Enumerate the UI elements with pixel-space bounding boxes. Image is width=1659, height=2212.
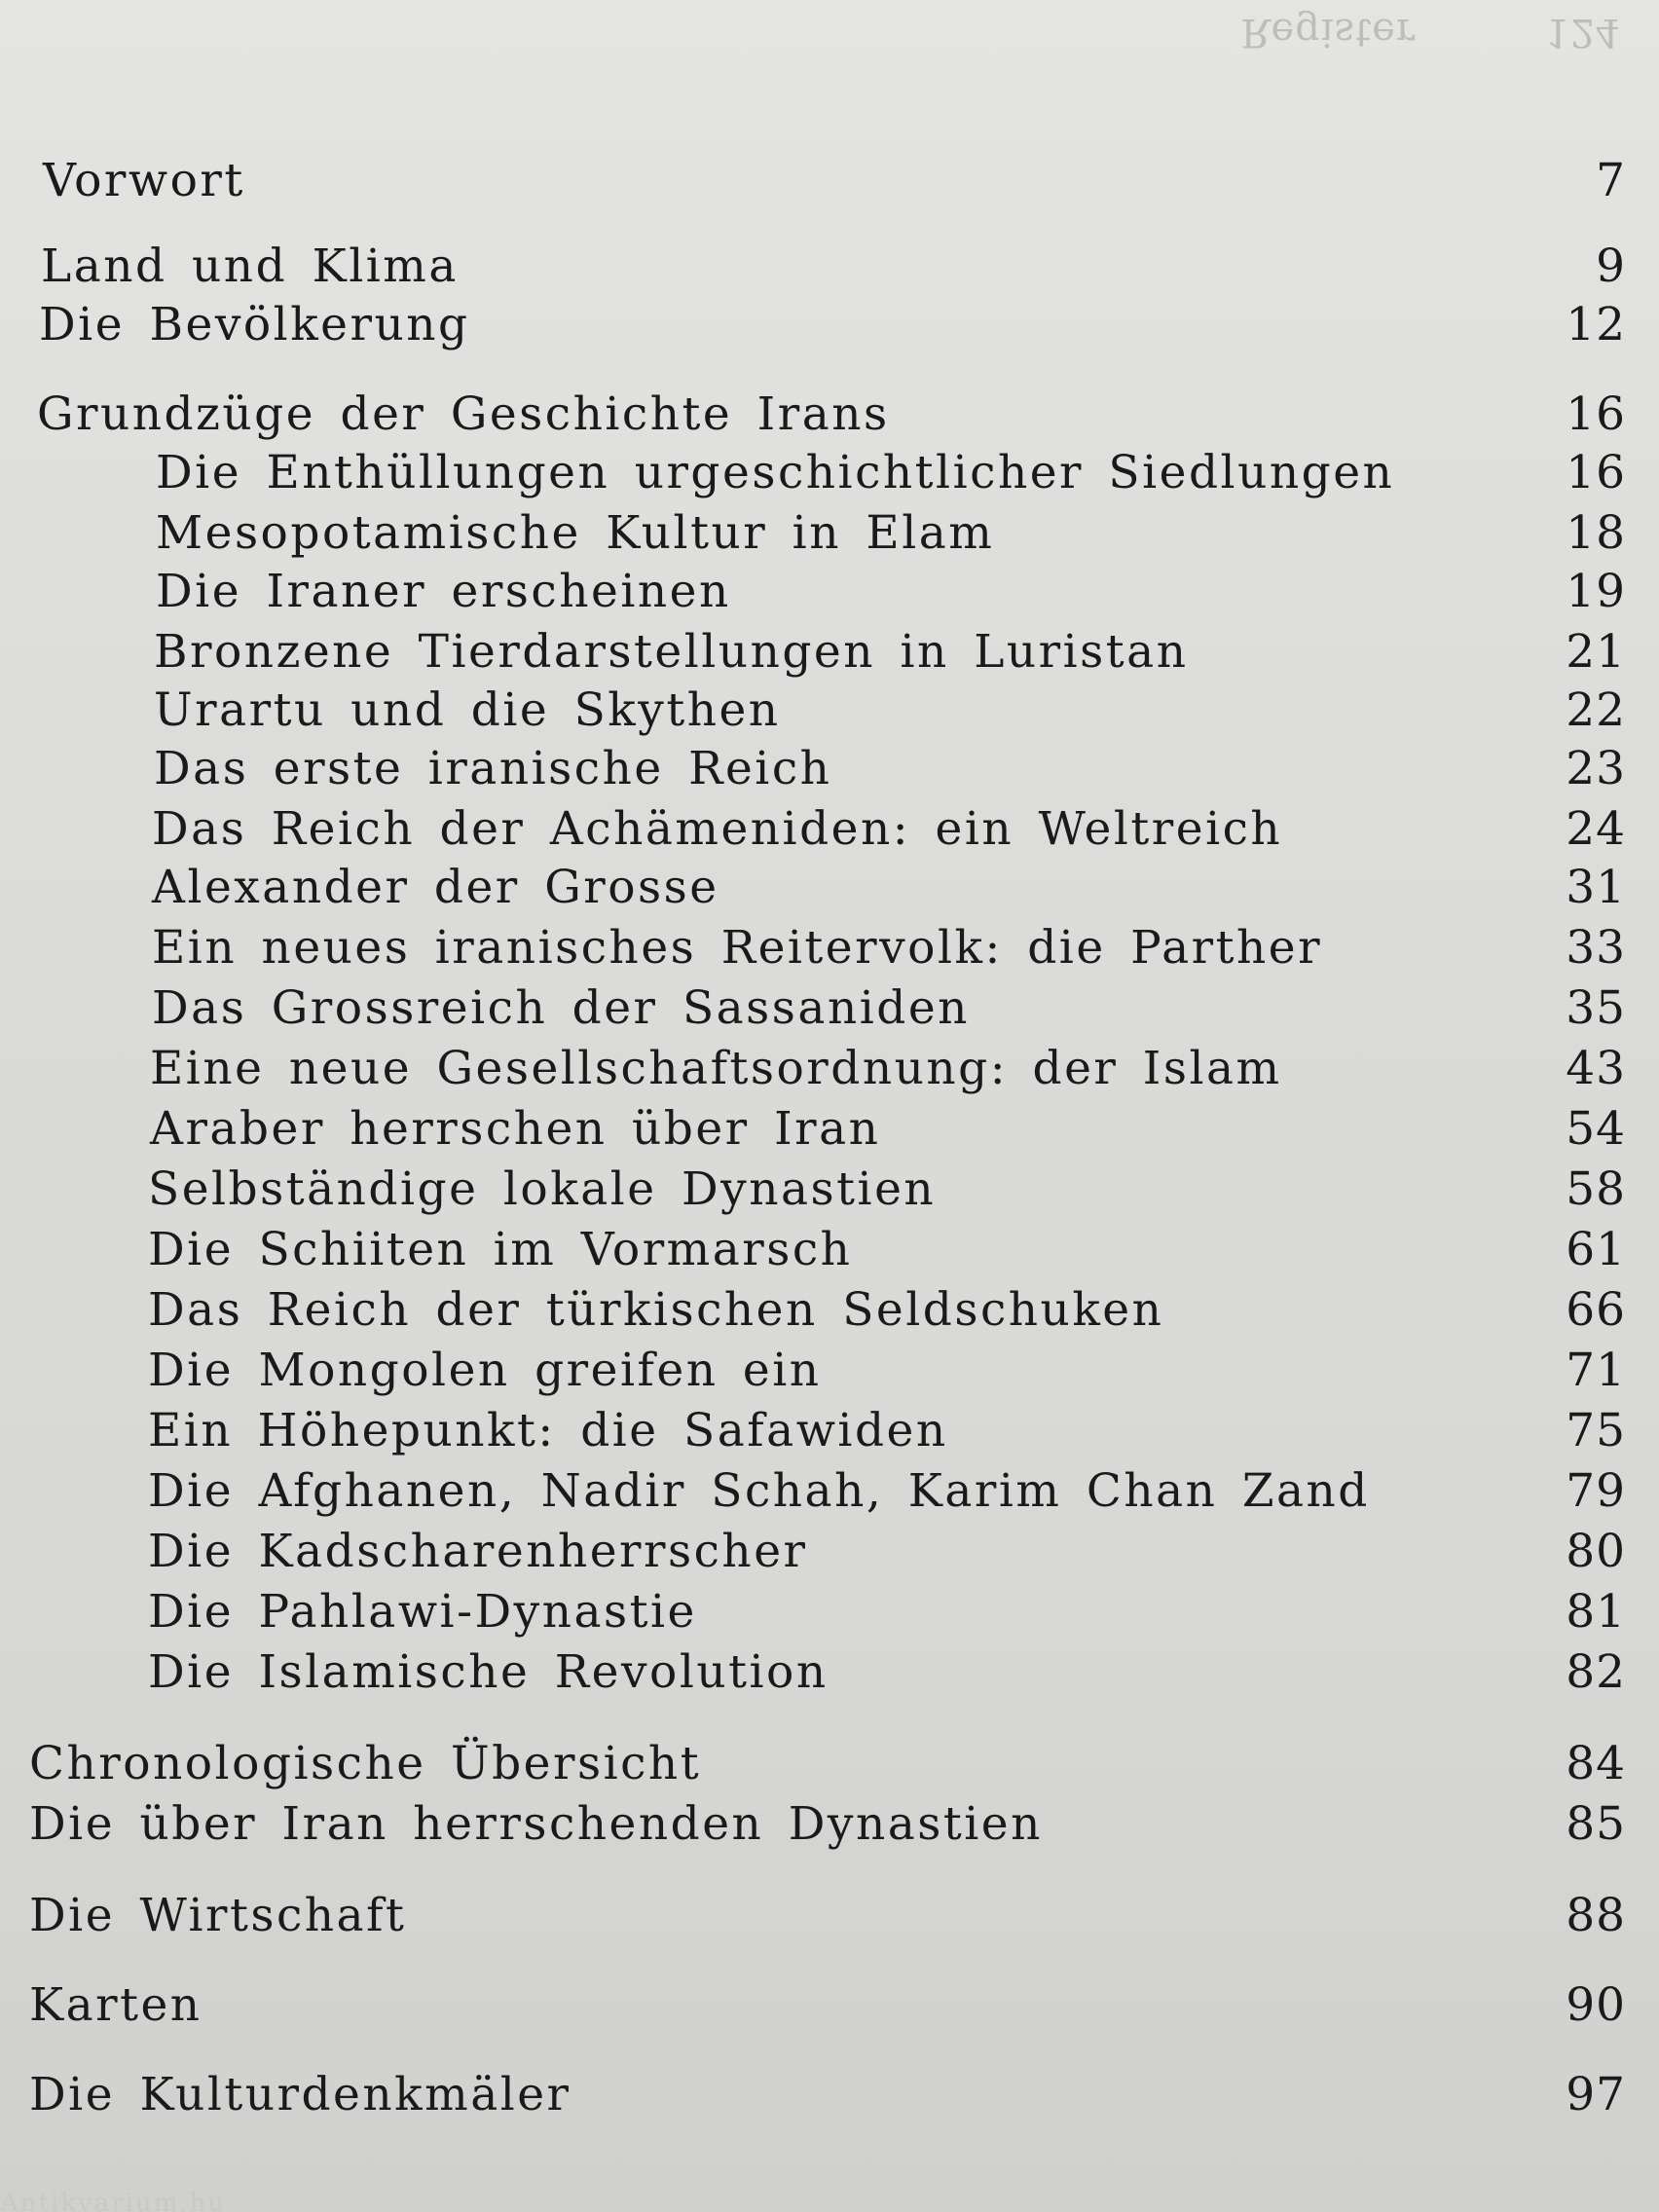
toc-subentry[interactable]: [0, 1283, 1659, 1342]
toc-entry[interactable]: [0, 1978, 1659, 2037]
toc-page-number: 88: [1566, 1889, 1626, 1942]
toc-title: Ein neues iranisches Reitervolk: die Parther: [152, 921, 1323, 975]
toc-subentry[interactable]: [0, 1102, 1659, 1161]
toc-page-number: 7: [1596, 154, 1626, 207]
toc-page-number: 85: [1566, 1797, 1626, 1851]
toc-page-number: 23: [1566, 742, 1626, 795]
toc-page-number: 79: [1566, 1464, 1626, 1518]
toc-subentry[interactable]: [0, 1042, 1659, 1100]
toc-title: Die Iraner erscheinen: [156, 565, 731, 618]
toc-entry-vorwort[interactable]: [0, 154, 1659, 212]
toc-title: Die Bevölkerung: [39, 298, 470, 351]
toc-subentry[interactable]: [0, 1162, 1659, 1221]
toc-page-number: 66: [1566, 1283, 1626, 1337]
toc-page-number: 21: [1566, 625, 1626, 679]
toc-title: Bronzene Tierdarstellungen in Luristan: [154, 625, 1189, 679]
toc-title: Die Enthüllungen urgeschichtlicher Siedlungen: [156, 446, 1395, 499]
toc-page-number: 97: [1566, 2068, 1626, 2121]
toc-page-number: 33: [1566, 921, 1626, 975]
toc-subentry[interactable]: [0, 446, 1659, 504]
toc-page-number: 22: [1566, 683, 1626, 737]
toc-subentry[interactable]: [0, 861, 1659, 919]
toc-subentry[interactable]: [0, 1464, 1659, 1523]
toc-subentry[interactable]: [0, 981, 1659, 1040]
toc-subentry[interactable]: [0, 1585, 1659, 1643]
toc-page-number: 58: [1566, 1162, 1626, 1216]
toc-subentry[interactable]: [0, 1223, 1659, 1281]
toc-page-number: 9: [1596, 240, 1626, 293]
toc-title: Urartu und die Skythen: [154, 683, 781, 737]
bleed-through-number: 124: [1545, 10, 1620, 55]
toc-page-number: 71: [1566, 1344, 1626, 1397]
toc-title: Die Islamische Revolution: [148, 1645, 829, 1699]
toc-title: Karten: [29, 1978, 203, 2032]
toc-entry[interactable]: [0, 298, 1659, 356]
toc-title: Die Kulturdenkmäler: [29, 2068, 571, 2121]
toc-page-number: 19: [1566, 565, 1626, 618]
toc-subentry[interactable]: [0, 1404, 1659, 1462]
toc-title: Die Schiiten im Vormarsch: [148, 1223, 853, 1276]
toc-page-number: 31: [1566, 861, 1626, 914]
toc-title: Chronologische Übersicht: [29, 1737, 702, 1790]
toc-title: Mesopotamische Kultur in Elam: [156, 506, 995, 560]
toc-title: Das erste iranische Reich: [154, 742, 832, 795]
bleed-through-text: Register: [1240, 10, 1416, 55]
toc-title: Vorwort: [43, 154, 245, 207]
toc-page-number: 75: [1566, 1404, 1626, 1457]
toc-entry[interactable]: [0, 2068, 1659, 2126]
toc-entry[interactable]: [0, 1797, 1659, 1856]
toc-page-number: 16: [1566, 387, 1626, 441]
toc-subentry[interactable]: [0, 506, 1659, 565]
toc-title: Das Reich der Achämeniden: ein Weltreich: [152, 802, 1283, 856]
toc-title: Die über Iran herrschenden Dynastien: [29, 1797, 1043, 1851]
watermark-text: Antikvarium.hu: [0, 2191, 227, 2212]
toc-page-number: 18: [1566, 506, 1626, 560]
toc-subentry[interactable]: [0, 1344, 1659, 1402]
toc-page-number: 54: [1566, 1102, 1626, 1156]
toc-title: Ein Höhepunkt: die Safawiden: [148, 1404, 948, 1457]
toc-page-number: 61: [1566, 1223, 1626, 1276]
toc-page-number: 43: [1566, 1042, 1626, 1095]
toc-subentry[interactable]: [0, 683, 1659, 742]
toc-title: Das Grossreich der Sassaniden: [152, 981, 970, 1035]
toc-title: Die Mongolen greifen ein: [148, 1344, 822, 1397]
toc-title: Die Pahlawi-Dynastie: [148, 1585, 697, 1639]
toc-page-number: 35: [1566, 981, 1626, 1035]
toc-page-number: 16: [1566, 446, 1626, 499]
toc-title: Araber herrschen über Iran: [150, 1102, 881, 1156]
toc-subentry[interactable]: [0, 565, 1659, 623]
toc-subentry[interactable]: [0, 921, 1659, 979]
toc-page-number: 81: [1566, 1585, 1626, 1639]
toc-title: Land und Klima: [41, 240, 459, 293]
toc-page-number: 82: [1566, 1645, 1626, 1699]
toc-title: Alexander der Grosse: [152, 861, 719, 914]
toc-subentry[interactable]: [0, 1645, 1659, 1704]
toc-title: Das Reich der türkischen Seldschuken: [148, 1283, 1164, 1337]
toc-subentry[interactable]: [0, 625, 1659, 683]
toc-title: Grundzüge der Geschichte Irans: [37, 387, 890, 441]
toc-entry[interactable]: [0, 1889, 1659, 1947]
toc-title: Die Afghanen, Nadir Schah, Karim Chan Zand: [148, 1464, 1370, 1518]
toc-subentry[interactable]: [0, 1525, 1659, 1583]
toc-page-number: 84: [1566, 1737, 1626, 1790]
toc-entry[interactable]: [0, 240, 1659, 298]
toc-page-number: 12: [1566, 298, 1626, 351]
toc-entry[interactable]: [0, 387, 1659, 446]
toc-subentry[interactable]: [0, 742, 1659, 800]
toc-title: Selbständige lokale Dynastien: [148, 1162, 937, 1216]
toc-page-number: 80: [1566, 1525, 1626, 1578]
toc-title: Die Kadscharenherrscher: [148, 1525, 808, 1578]
toc-page-number: 90: [1566, 1978, 1626, 2032]
toc-page-number: 24: [1566, 802, 1626, 856]
toc-entry[interactable]: [0, 1737, 1659, 1795]
toc-subentry[interactable]: [0, 802, 1659, 861]
toc-title: Die Wirtschaft: [29, 1889, 407, 1942]
toc-title: Eine neue Gesellschaftsordnung: der Islam: [150, 1042, 1282, 1095]
